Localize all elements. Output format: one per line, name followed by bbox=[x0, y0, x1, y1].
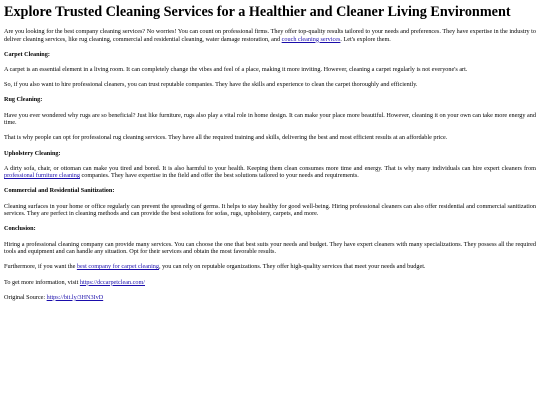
rug-paragraph-1: Have you ever wondered why rugs are so beneficial? Just like furniture, rugs also play a vital role in home design. It can make your place more beautiful. However, cleaning it on your own can take more energy and time. bbox=[4, 111, 536, 127]
carpet-company-link[interactable]: best company for carpet cleaning bbox=[76, 263, 159, 271]
page-title: Explore Trusted Cleaning Services for a Healthier and Cleaner Living Environment bbox=[4, 4, 511, 20]
rug-heading: Rug Cleaning: bbox=[4, 96, 43, 104]
source-link[interactable]: https://bit.ly/3HN3IvD bbox=[46, 293, 104, 301]
intro-paragraph: Are you looking for the best company cleaning services? No worries! You can count on professional firms. They offer top-quality results tailored to your needs and preferences. They have expertise in the industry to deliver cleaning services, like rug cleaning, commercial and residential cleaning, water damage restoration, and couch cleaning services. Let's explore them. bbox=[4, 28, 536, 43]
furniture-cleaning-link[interactable]: professional furniture cleaning bbox=[4, 172, 80, 180]
upholstery-heading: Upholstery Cleaning: bbox=[4, 149, 61, 157]
rug-paragraph-2: That is why people can opt for professional rug cleaning services. They have all the required training and skills, delivering the best and most efficient results at an affordable price. bbox=[4, 134, 448, 142]
website-link[interactable]: https://dccarpetclean.com/ bbox=[79, 278, 145, 286]
more-info-paragraph: To get more information, visit https://dccarpetclean.com/ bbox=[4, 278, 145, 286]
upholstery-paragraph: A dirty sofa, chair, or ottoman can make you tired and bored. It is also harmful to your health. Keeping them clean consumes more time and energy. That is why many individuals can hire expert cleaners from professional furniture cleaning companies. They have expertise in the field and offer the best solutions tailored to your needs and requirements. bbox=[4, 164, 536, 180]
carpet-paragraph-2: So, if you also want to hire professional cleaners, you can trust reputable companies. They have the skills and experience to clean the carpet thoroughly and efficiently. bbox=[4, 81, 418, 89]
source-paragraph: Original Source: https://bit.ly/3HN3IvD bbox=[4, 293, 104, 301]
commercial-heading: Commercial and Residential Sanitization: bbox=[4, 187, 115, 195]
commercial-paragraph: Cleaning surfaces in your home or office regularly can prevent the spreading of germs. It helps to stay healthy for good well-being. Hiring professional cleaners can also offer residential and commercial sanitization services. They are perfect in cleaning methods and can provide the best solutions for sofas, rugs, upholstery, carpets, and more. bbox=[4, 202, 536, 218]
carpet-paragraph-1: A carpet is an essential element in a living room. It can completely change the vibes and feel of a place, making it more inviting. However, cleaning a carpet regularly is not everyone's art. bbox=[4, 65, 468, 73]
conclusion-heading: Conclusion: bbox=[4, 225, 36, 233]
carpet-heading: Carpet Cleaning: bbox=[4, 50, 50, 58]
conclusion-paragraph-2: Furthermore, if you want the best company for carpet cleaning, you can rely on reputable organizations. They offer high-quality services that meet your needs and budget. bbox=[4, 263, 426, 271]
couch-cleaning-link[interactable]: couch cleaning services bbox=[281, 35, 341, 43]
conclusion-paragraph-1: Hiring a professional cleaning company can provide many services. You can choose the one that best suits your needs and budget. They have expert cleaners with many specializations. They possess all the required tools and equipment and can handle any situation. Opt for their services and obtain the most favorable results. bbox=[4, 240, 536, 256]
